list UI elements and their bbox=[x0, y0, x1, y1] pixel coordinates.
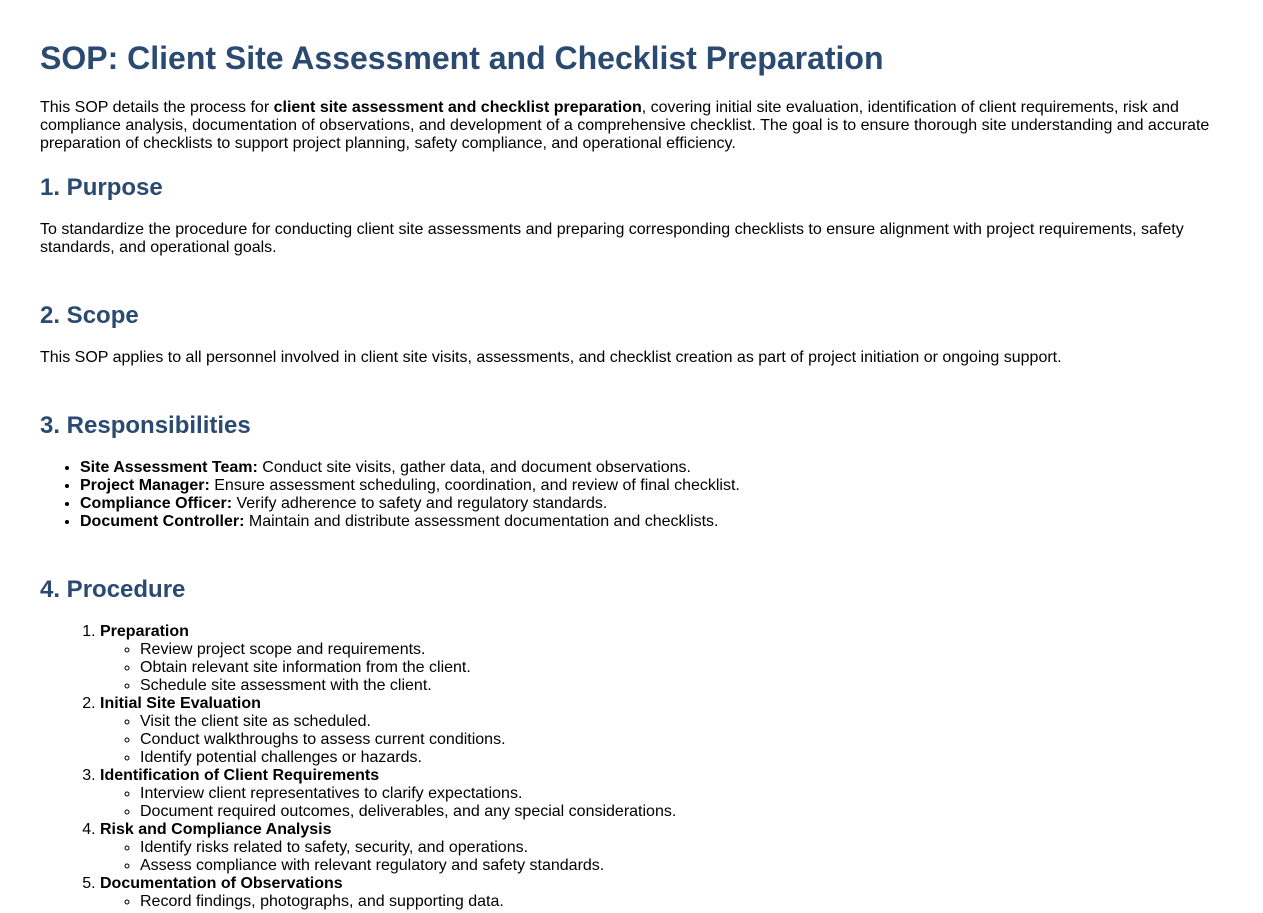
responsibilities-list bbox=[40, 459, 1223, 531]
list-item bbox=[80, 495, 1223, 513]
procedure-step bbox=[100, 695, 1223, 767]
step-substeps bbox=[100, 839, 1223, 875]
purpose-text: To standardize the procedure for conducting client site assessments and preparing corresponding checklists to ensure alignment with project requirements, safety standards, and operational goals. bbox=[40, 221, 1184, 256]
responsibilities-heading: 3. Responsibilities bbox=[40, 412, 251, 439]
list-item: ◦ Obtain relevant site information from the client. bbox=[140, 659, 1223, 677]
role-description: Ensure assessment scheduling, coordination, and review of final checklist. bbox=[209, 477, 740, 494]
list-item: ◦ Conduct walkthroughs to assess current conditions. bbox=[140, 731, 1223, 749]
list-item: ◦ Visit the client site as scheduled. bbox=[140, 713, 1223, 731]
procedure-heading: 4. Procedure bbox=[40, 576, 186, 603]
list-item: ◦ Review project scope and requirements. bbox=[140, 641, 1223, 659]
intro-paragraph bbox=[40, 99, 1223, 153]
step-title: Documentation of Observations bbox=[100, 875, 343, 892]
procedure-step bbox=[100, 623, 1223, 695]
step-substeps bbox=[100, 785, 1223, 821]
intro-text-start: This SOP details the process for bbox=[40, 99, 274, 116]
step-title: Identification of Client Requirements bbox=[100, 767, 380, 784]
procedure-step bbox=[100, 875, 1223, 911]
scope-heading: 2. Scope bbox=[40, 302, 139, 329]
list-item: ◦ Document required outcomes, deliverables, and any special considerations. bbox=[140, 803, 1223, 821]
list-item: ◦ Identify potential challenges or hazards. bbox=[140, 749, 1223, 767]
document bbox=[0, 40, 1263, 911]
procedure-list bbox=[40, 623, 1223, 911]
step-title: Initial Site Evaluation bbox=[100, 695, 261, 712]
role-description: Conduct site visits, gather data, and document observations. bbox=[257, 459, 691, 476]
list-item: ◦ Schedule site assessment with the client. bbox=[140, 677, 1223, 695]
list-item: ◦ Identify risks related to safety, security, and operations. bbox=[140, 839, 1223, 857]
scope-text: This SOP applies to all personnel involved in client site visits, assessments, and checklist creation as part of project initiation or ongoing support. bbox=[40, 349, 1062, 366]
list-item bbox=[80, 513, 1223, 531]
step-substeps bbox=[100, 893, 1223, 911]
role-name: Site Assessment Team: bbox=[80, 459, 258, 476]
procedure-step bbox=[100, 767, 1223, 821]
role-name: Compliance Officer: bbox=[80, 495, 233, 512]
step-title: Preparation bbox=[100, 623, 189, 640]
list-item bbox=[80, 459, 1223, 477]
list-item: ◦ Assess compliance with relevant regulatory and safety standards. bbox=[140, 857, 1223, 875]
role-name: Document Controller: bbox=[80, 513, 245, 530]
list-item bbox=[80, 477, 1223, 495]
role-description: Verify adherence to safety and regulatory standards. bbox=[232, 495, 608, 512]
page-title: SOP: Client Site Assessment and Checklist Preparation bbox=[40, 40, 884, 76]
list-item: ◦ Interview client representatives to clarify expectations. bbox=[140, 785, 1223, 803]
list-item: ◦ Record findings, photographs, and supporting data. bbox=[140, 893, 1223, 911]
step-substeps bbox=[100, 713, 1223, 767]
intro-bold-text: client site assessment and checklist preparation bbox=[273, 99, 642, 116]
role-name: Project Manager: bbox=[80, 477, 210, 494]
purpose-heading: 1. Purpose bbox=[40, 174, 163, 201]
step-title: Risk and Compliance Analysis bbox=[100, 821, 332, 838]
intro-text-end: , covering initial site evaluation, identification of client requirements, risk and compliance analysis, documentation of observations, and development of a comprehensive checklist. The goal is to ensure thorough site understanding and accurate preparation of checklists to support project planning, safety compliance, and operational efficiency. bbox=[40, 99, 1210, 152]
procedure-step bbox=[100, 821, 1223, 875]
step-substeps bbox=[100, 641, 1223, 695]
role-description: Maintain and distribute assessment documentation and checklists. bbox=[244, 513, 719, 530]
